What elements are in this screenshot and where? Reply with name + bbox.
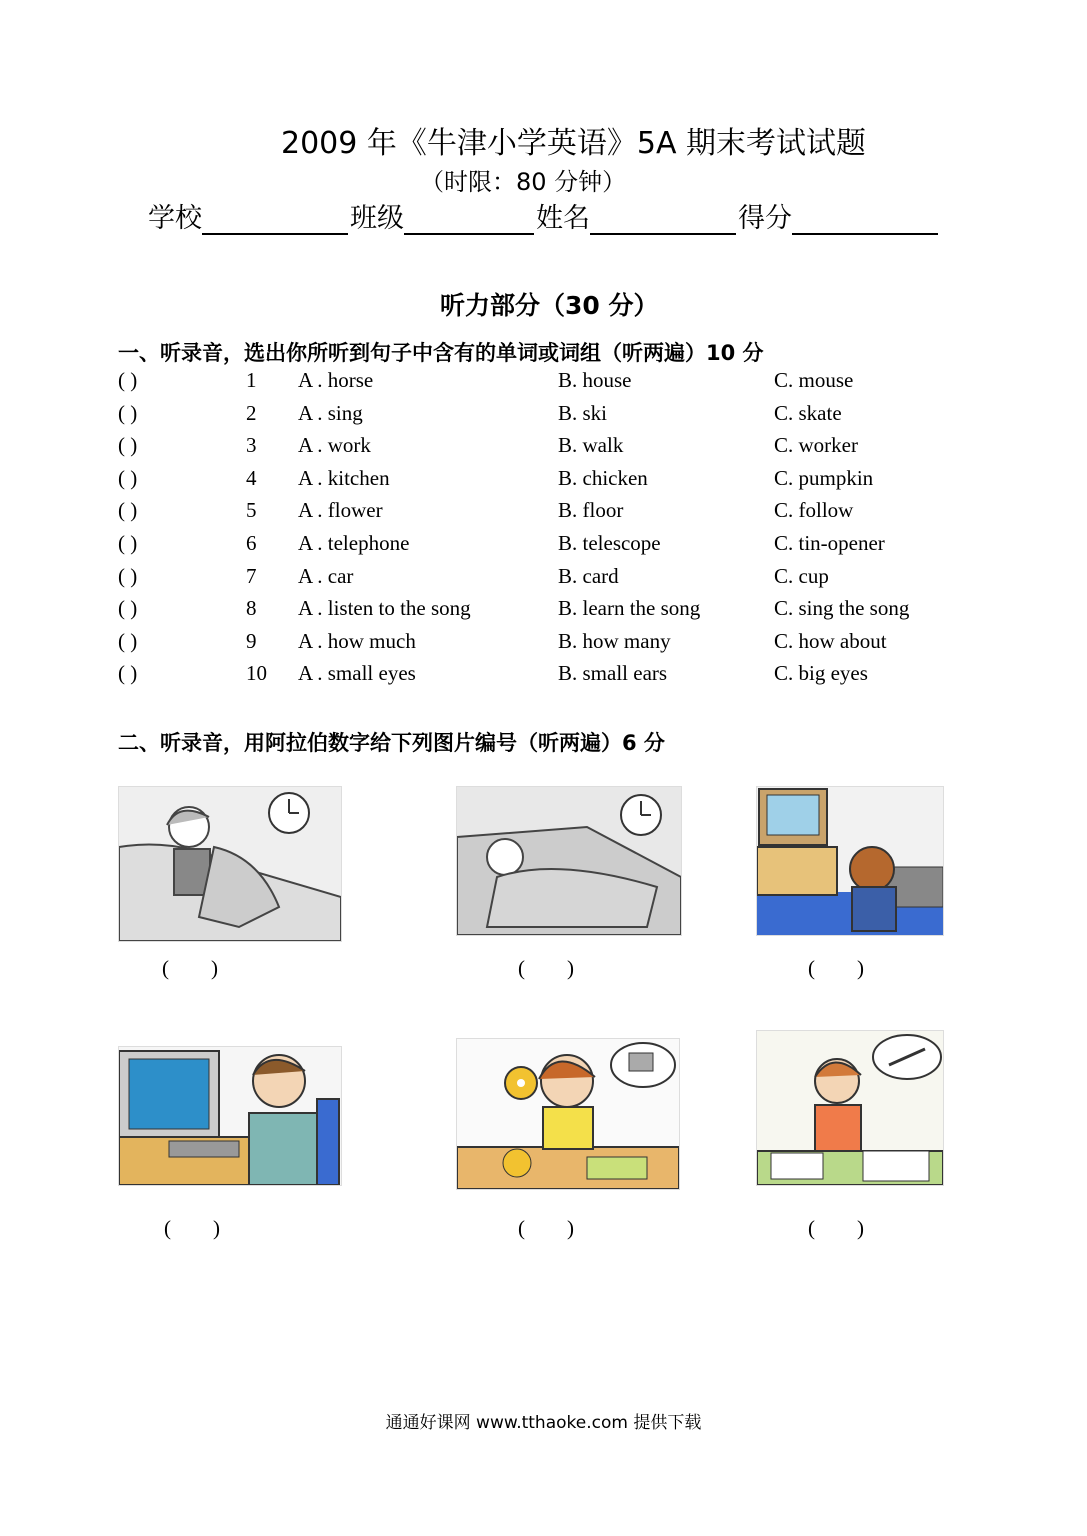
name-blank[interactable] <box>590 203 736 235</box>
school-label: 学校 <box>148 203 202 234</box>
question-row <box>0 401 1087 433</box>
student-info-row <box>148 196 940 235</box>
option-a[interactable]: A . car <box>298 563 354 588</box>
name-label: 姓名 <box>536 203 590 234</box>
boy-sleeping-picture <box>456 786 682 936</box>
part2-heading: 二、听录音，用阿拉伯数字给下列图片编号（听两遍）6 分 <box>118 731 665 755</box>
option-a[interactable]: A . horse <box>298 368 374 392</box>
option-c[interactable]: C. mouse <box>774 368 854 392</box>
footer-source: 通通好课网 www.tthaoke.com 提供下载 <box>385 1413 702 1433</box>
option-a[interactable]: A . listen to the song <box>298 596 471 621</box>
option-b[interactable]: B. telescope <box>558 531 661 555</box>
option-c[interactable]: C. tin-opener <box>774 531 885 555</box>
answer-paren[interactable]: ( ) <box>118 433 138 458</box>
picture-4-answer[interactable]: ( ) <box>164 1216 220 1240</box>
class-blank[interactable] <box>404 203 534 235</box>
option-c[interactable]: C. big eyes <box>774 661 868 686</box>
option-c[interactable]: C. follow <box>774 498 854 523</box>
option-b[interactable]: B. walk <box>558 433 624 458</box>
answer-paren[interactable]: ( ) <box>118 465 138 490</box>
option-c[interactable]: C. skate <box>774 400 842 425</box>
answer-paren[interactable]: ( ) <box>118 368 138 392</box>
question-number: 10 <box>246 661 267 686</box>
answer-paren[interactable]: ( ) <box>118 661 138 686</box>
answer-paren[interactable]: ( ) <box>118 498 138 523</box>
option-b[interactable]: B. learn the song <box>558 596 701 621</box>
answer-paren[interactable]: ( ) <box>118 531 138 555</box>
question-number: 6 <box>246 531 257 555</box>
option-a[interactable]: A . work <box>298 433 371 458</box>
option-b[interactable]: B. chicken <box>558 465 648 490</box>
time-limit: （时限：80 分钟） <box>420 168 627 196</box>
answer-paren[interactable]: ( ) <box>118 563 138 588</box>
question-row <box>0 433 1087 465</box>
option-a[interactable]: A . how much <box>298 628 416 653</box>
question-row <box>0 368 1087 400</box>
answer-paren[interactable]: ( ) <box>118 628 138 653</box>
answer-paren[interactable]: ( ) <box>118 400 138 425</box>
option-a[interactable]: A . small eyes <box>298 661 416 686</box>
question-number: 1 <box>246 368 257 392</box>
option-b[interactable]: B. card <box>558 563 619 588</box>
option-b[interactable]: B. house <box>558 368 632 392</box>
option-c[interactable]: C. how about <box>774 628 887 653</box>
option-b[interactable]: B. ski <box>558 400 608 425</box>
part1-heading: 一、听录音，选出你所听到句子中含有的单词或词组（听两遍）10 分 <box>118 341 764 365</box>
option-b[interactable]: B. floor <box>558 498 624 523</box>
option-a[interactable]: A . sing <box>298 400 363 425</box>
option-c[interactable]: C. sing the song <box>774 596 910 621</box>
exam-title: 2009 年《牛津小学英语》5A 期末考试试题 <box>280 126 867 161</box>
question-row <box>0 564 1087 596</box>
school-blank[interactable] <box>202 203 348 235</box>
option-a[interactable]: A . kitchen <box>298 465 390 490</box>
question-number: 5 <box>246 498 257 523</box>
option-c[interactable]: C. worker <box>774 433 858 458</box>
boy-getting-up-picture <box>118 786 342 942</box>
listening-section-title: 听力部分（30 分） <box>440 291 659 320</box>
question-row <box>0 466 1087 498</box>
boy-at-computer-picture <box>118 1046 342 1186</box>
boy-thinking-pen-picture <box>756 1030 944 1186</box>
picture-3-answer[interactable]: ( ) <box>808 956 864 980</box>
option-a[interactable]: A . telephone <box>298 531 410 555</box>
option-b[interactable]: B. small ears <box>558 661 668 686</box>
picture-6-answer[interactable]: ( ) <box>808 1216 864 1240</box>
score-blank[interactable] <box>792 203 938 235</box>
question-number: 2 <box>246 400 257 425</box>
option-a[interactable]: A . flower <box>298 498 383 523</box>
girl-with-cds-picture <box>456 1038 680 1190</box>
question-number: 3 <box>246 433 257 458</box>
picture-2-answer[interactable]: ( ) <box>518 956 574 980</box>
question-row <box>0 629 1087 661</box>
picture-5-answer[interactable]: ( ) <box>518 1216 574 1240</box>
class-label: 班级 <box>350 203 404 234</box>
option-b[interactable]: B. how many <box>558 628 671 653</box>
question-row <box>0 498 1087 530</box>
question-number: 7 <box>246 563 257 588</box>
question-row <box>0 661 1087 693</box>
answer-paren[interactable]: ( ) <box>118 596 138 621</box>
option-c[interactable]: C. cup <box>774 563 829 588</box>
boy-watching-tv-picture <box>756 786 944 936</box>
question-number: 4 <box>246 465 257 490</box>
picture-1-answer[interactable]: ( ) <box>162 956 218 980</box>
question-number: 8 <box>246 596 257 621</box>
question-row <box>0 531 1087 563</box>
question-row <box>0 596 1087 628</box>
score-label: 得分 <box>738 203 792 234</box>
question-number: 9 <box>246 628 257 653</box>
option-c[interactable]: C. pumpkin <box>774 465 874 490</box>
